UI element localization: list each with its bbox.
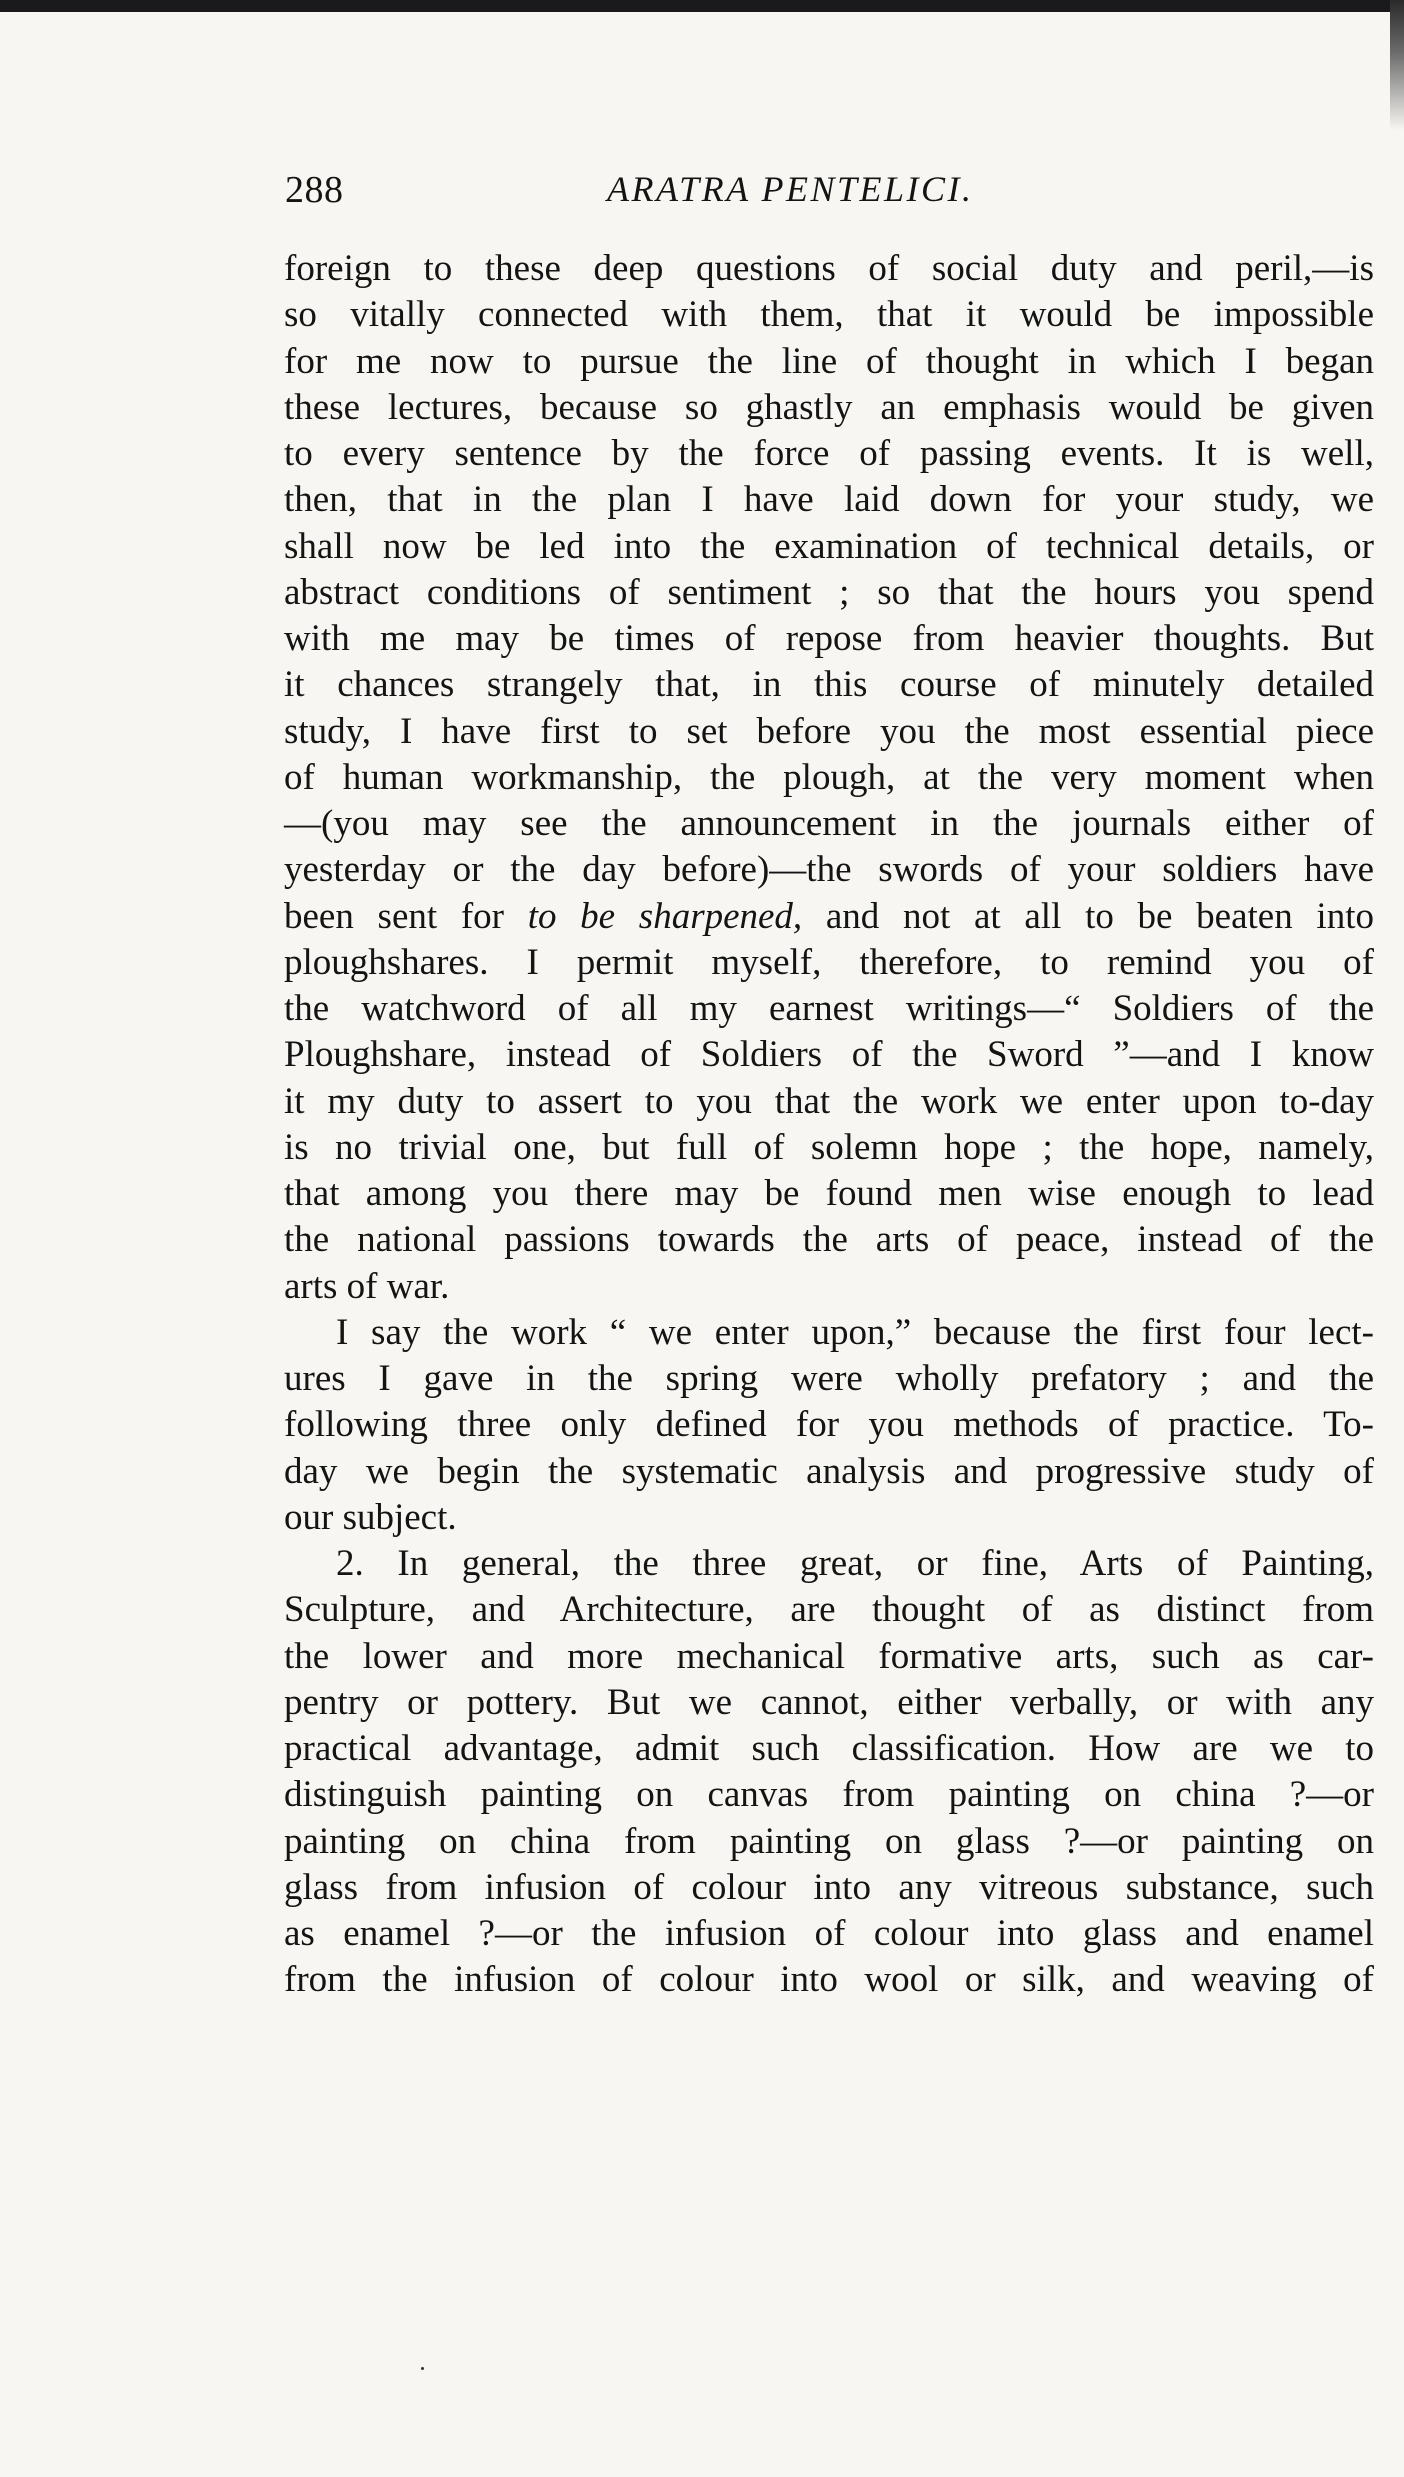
running-head [285,168,1383,220]
text-line: ploughshares. I permit myself, therefore, to remind you of [284,941,1374,983]
section-2-start-line: 2. In general, the three great, or fine, Arts of Painting, [336,1543,1374,1584]
text-line: Ploughshare, instead of Soldiers of the Sword ”—and I know [284,1034,1374,1076]
text-line: Sculpture, and Architecture, are thought of as distinct from [284,1589,1374,1631]
body-text [284,246,1374,2004]
paragraph-start-line: I say the work “ we enter upon,” because the first four lect- [336,1311,1374,1353]
italic-phrase: to be sharpened, [527,895,803,937]
text-line: of human workmanship, the plough, at the very moment when [284,756,1374,798]
text-line: painting on china from painting on glass ?—or painting on [284,1820,1374,1862]
running-title: ARATRA PENTELICI. [607,169,974,209]
text-run: been sent for [284,895,528,937]
text-line: glass from infusion of colour into any vitreous substance, such [284,1866,1374,1908]
text-line: the national passions towards the arts of peace, instead of the [284,1219,1374,1261]
text-run: and not at all to be beaten into [802,895,1374,937]
text-line: abstract conditions of sentiment ; so that the hours you spend [284,571,1374,613]
text-line: yesterday or the day before)—the swords of your soldiers have [284,849,1374,891]
paragraph-end-line: arts of war. [284,1265,450,1307]
text-line: pentry or pottery. But we cannot, either verbally, or with any [284,1681,1374,1723]
text-line: to every sentence by the force of passing events. It is well, [284,433,1374,474]
text-line: the lower and more mechanical formative arts, such as car- [284,1635,1374,1677]
text-line: it chances strangely that, in this course of minutely detailed [284,664,1374,706]
text-line: then, that in the plan I have laid down for your study, we [284,479,1374,521]
text-line: study, I have first to set before you the most essential piece [284,710,1374,752]
paper-speck [421,2367,424,2370]
text-line: following three only defined for you methods of practice. To- [284,1404,1374,1446]
text-line: from the infusion of colour into wool or silk, and weaving of [284,1959,1374,2001]
text-line: these lectures, because so ghastly an emphasis would be given [284,386,1374,428]
text-line: ures I gave in the spring were wholly prefatory ; and the [284,1358,1374,1399]
page-number: 288 [285,169,344,211]
text-line: as enamel ?—or the infusion of colour into glass and enamel [284,1913,1374,1954]
text-line: for me now to pursue the line of thought in which I began [284,340,1374,382]
text-line: shall now be led into the examination of technical details, or [284,525,1374,567]
text-line: practical advantage, admit such classification. How are we to [284,1728,1374,1769]
text-line: the watchword of all my earnest writings—“ Soldiers of the [284,988,1374,1029]
text-line: is no trivial one, but full of solemn hope ; the hope, namely, [284,1126,1374,1168]
text-line: —(you may see the announcement in the journals either of [284,803,1374,844]
text-line-with-italic [284,894,1374,940]
text-line: distinguish painting on canvas from painting on china ?—or [284,1774,1374,1816]
text-line: foreign to these deep questions of social duty and peril,—is [284,248,1374,289]
text-line: with me may be times of repose from heavier thoughts. But [284,618,1374,659]
text-line: day we begin the systematic analysis and progressive study of [284,1450,1374,1492]
paragraph-end-line: our subject. [284,1496,457,1538]
text-line: so vitally connected with them, that it would be impossible [284,294,1374,336]
text-line: it my duty to assert to you that the work we enter upon to-day [284,1080,1374,1122]
text-line: that among you there may be found men wise enough to lead [284,1173,1374,1214]
page-corner-shadow [1390,0,1404,130]
page-top-edge [0,0,1404,12]
